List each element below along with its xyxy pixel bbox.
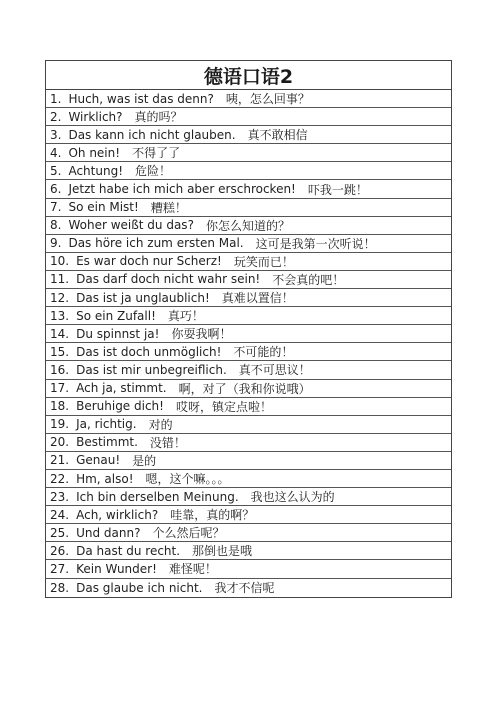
row-number: 12.	[50, 290, 70, 305]
chinese-translation: 真不可思议！	[238, 363, 311, 378]
chinese-translation: 这可是我第一次听说！	[255, 236, 376, 251]
german-phrase: Jetzt habe ich mich aber erschrocken!	[68, 182, 296, 197]
german-phrase: Das kann ich nicht glauben.	[68, 127, 236, 142]
table-row	[46, 488, 451, 506]
row-number: 10.	[50, 254, 70, 269]
table-row	[46, 253, 451, 271]
table-row	[46, 380, 451, 398]
german-phrase: Woher weißt du das?	[68, 218, 194, 233]
german-phrase: Das glaube ich nicht.	[76, 580, 203, 595]
chinese-translation: 哎呀，镇定点啦！	[175, 399, 272, 414]
row-number: 21.	[50, 453, 70, 468]
row-number: 16.	[50, 362, 70, 377]
german-phrase: Genau!	[76, 453, 121, 468]
table-row	[46, 416, 451, 434]
table-row	[46, 126, 451, 144]
german-phrase: Da hast du recht.	[76, 543, 181, 558]
row-number: 24.	[50, 507, 70, 522]
row-number: 14.	[50, 326, 70, 341]
row-number: 18.	[50, 399, 70, 414]
row-number: 15.	[50, 344, 70, 359]
table-row	[46, 180, 451, 198]
chinese-translation: 哇靠，真的啊？	[170, 508, 255, 523]
german-phrase: So ein Zufall!	[76, 308, 156, 323]
row-number: 22.	[50, 471, 70, 486]
german-phrase: Du spinnst ja!	[76, 326, 160, 341]
row-number: 1.	[50, 91, 62, 106]
table-row	[46, 361, 451, 379]
table-row	[46, 343, 451, 361]
table-row	[46, 108, 451, 126]
chinese-translation: 那倒也是哦	[192, 544, 253, 559]
row-number: 2.	[50, 109, 62, 124]
table-row	[46, 452, 451, 470]
chinese-translation: 不可能的！	[233, 345, 294, 360]
row-number: 27.	[50, 561, 70, 576]
german-phrase: Ja, richtig.	[76, 417, 137, 432]
chinese-translation: 对的	[148, 417, 173, 432]
chinese-translation: 真的吗？	[134, 110, 183, 125]
chinese-translation: 啊，对了（我和你说哦）	[178, 381, 311, 396]
german-phrase: Oh nein!	[68, 145, 121, 160]
german-phrase: Kein Wunder!	[76, 561, 157, 576]
table-row	[46, 470, 451, 488]
german-phrase: Es war doch nur Scherz!	[76, 254, 222, 269]
row-number: 17.	[50, 381, 70, 396]
row-number: 20.	[50, 435, 70, 450]
table-row	[46, 325, 451, 343]
german-phrase: So ein Mist!	[68, 200, 139, 215]
table-row	[46, 144, 451, 162]
table-row	[46, 524, 451, 542]
row-number: 19.	[50, 417, 70, 432]
chinese-translation: 是的	[132, 453, 157, 468]
chinese-translation: 我也这么认为的	[250, 490, 335, 505]
chinese-translation: 玩笑而已！	[233, 254, 294, 269]
german-phrase: Ich bin derselben Meinung.	[76, 489, 239, 504]
row-number: 9.	[50, 236, 62, 251]
chinese-translation: 难怪呢！	[168, 562, 217, 577]
chinese-translation: 吓我一跳！	[307, 182, 368, 197]
chinese-translation: 不得了了	[132, 146, 181, 161]
german-phrase: Und dann?	[76, 525, 141, 540]
row-number: 28.	[50, 580, 70, 595]
chinese-translation: 真不敢相信	[247, 128, 308, 143]
table-row	[46, 398, 451, 416]
row-number: 11.	[50, 272, 70, 287]
german-phrase: Das höre ich zum ersten Mal.	[68, 236, 244, 251]
table-row	[46, 434, 451, 452]
table-row	[46, 90, 451, 108]
table-row	[46, 235, 451, 253]
german-phrase: Das darf doch nicht wahr sein!	[76, 272, 261, 287]
row-number: 6.	[50, 182, 62, 197]
chinese-translation: 咦，怎么回事？	[225, 92, 310, 107]
page-title: 德语口语2	[46, 61, 451, 90]
row-number: 13.	[50, 308, 70, 323]
row-number: 5.	[50, 163, 62, 178]
chinese-translation: 真难以置信！	[221, 291, 294, 306]
phrase-table	[45, 60, 452, 598]
table-row	[46, 506, 451, 524]
german-phrase: Ach ja, stimmt.	[76, 381, 167, 396]
chinese-translation: 我才不信呢	[214, 581, 275, 596]
row-number: 4.	[50, 145, 62, 160]
table-row	[46, 542, 451, 560]
german-phrase: Das ist doch unmöglich!	[76, 344, 222, 359]
row-number: 26.	[50, 543, 70, 558]
table-row	[46, 162, 451, 180]
row-number: 23.	[50, 489, 70, 504]
german-phrase: Huch, was ist das denn?	[68, 91, 214, 106]
row-number: 7.	[50, 200, 62, 215]
german-phrase: Wirklich?	[68, 109, 123, 124]
table-row	[46, 289, 451, 307]
table-row	[46, 217, 451, 235]
chinese-translation: 嗯，这个嘛。。。	[145, 472, 230, 487]
chinese-translation: 没错！	[149, 435, 186, 450]
row-number: 8.	[50, 218, 62, 233]
table-row	[46, 199, 451, 217]
chinese-translation: 个么然后呢？	[152, 526, 225, 541]
table-row	[46, 271, 451, 289]
row-number: 25.	[50, 525, 70, 540]
german-phrase: Achtung!	[68, 163, 123, 178]
german-phrase: Ach, wirklich?	[76, 507, 159, 522]
german-phrase: Das ist ja unglaublich!	[76, 290, 210, 305]
row-number: 3.	[50, 127, 62, 142]
german-phrase: Hm, also!	[76, 471, 134, 486]
chinese-translation: 真巧！	[167, 309, 204, 324]
table-row	[46, 307, 451, 325]
chinese-translation: 糟糕！	[150, 200, 187, 215]
german-phrase: Bestimmt.	[76, 435, 138, 450]
chinese-translation: 你怎么知道的？	[205, 218, 290, 233]
chinese-translation: 你耍我啊！	[171, 327, 232, 342]
table-row	[46, 560, 451, 578]
chinese-translation: 危险！	[135, 164, 172, 179]
table-row	[46, 579, 451, 597]
chinese-translation: 不会真的吧！	[272, 272, 345, 287]
phrase-list	[46, 90, 451, 597]
german-phrase: Beruhige dich!	[76, 399, 164, 414]
german-phrase: Das ist mir unbegreiflich.	[76, 362, 227, 377]
